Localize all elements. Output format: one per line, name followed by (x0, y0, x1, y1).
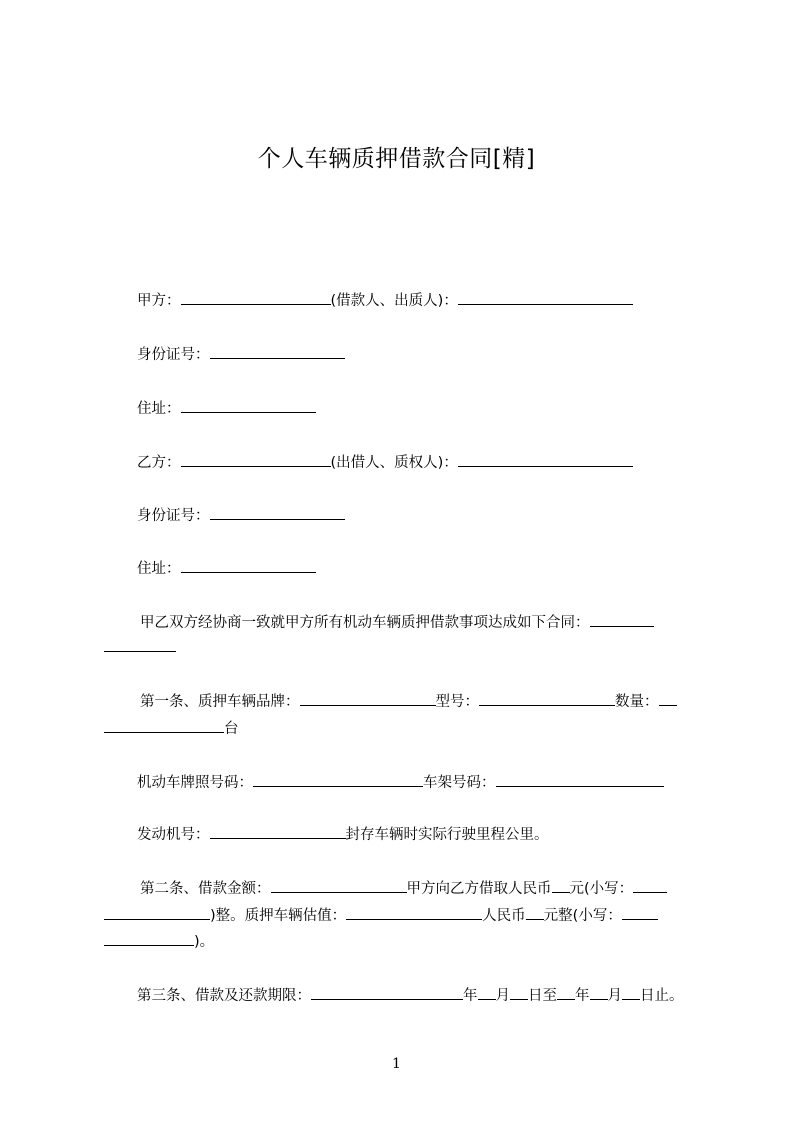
party-a-address-label: 住址： (137, 401, 181, 417)
party-b-address-line (137, 558, 316, 579)
page-number: 1 (392, 1056, 401, 1072)
loan-amount-blank[interactable] (271, 878, 407, 893)
start-year-label: 年 (463, 988, 478, 1004)
article-1-line-cont (104, 718, 239, 739)
small-amount-blank-2[interactable] (104, 905, 210, 920)
party-a-name-blank[interactable] (181, 290, 331, 305)
engine-line (137, 824, 549, 845)
article-2-end: )。 (194, 934, 215, 950)
agreement-text: 甲乙双方经协商一致就甲方所有机动车辆质押借款事项达成如下合同： (140, 615, 590, 631)
rmb-amount-blank[interactable] (552, 878, 570, 893)
party-b-line (137, 452, 633, 473)
end-year-blank[interactable] (557, 985, 575, 1000)
party-b-extra-blank[interactable] (458, 452, 633, 467)
valuation-blank[interactable] (346, 905, 482, 920)
start-month-label: 月 (495, 988, 510, 1004)
model-label: 型号： (435, 694, 479, 710)
engine-blank[interactable] (210, 824, 346, 839)
article-1-label: 第一条、质押车辆品牌： (140, 694, 300, 710)
quantity-blank-1[interactable] (659, 691, 677, 706)
party-a-line (137, 290, 633, 311)
party-a-address-blank[interactable] (181, 398, 316, 413)
party-b-id-blank[interactable] (210, 505, 345, 520)
borrow-text: 甲方向乙方借取人民币 (406, 881, 552, 897)
party-b-address-blank[interactable] (181, 558, 316, 573)
party-b-address-label: 住址： (137, 561, 181, 577)
article-2-line (140, 878, 667, 899)
article-3-label: 第三条、借款及还款期限： (137, 988, 311, 1004)
start-month-blank[interactable] (478, 985, 496, 1000)
party-a-label: 甲方： (137, 293, 181, 309)
yuan-zheng-text: 元整(小写： (543, 908, 622, 924)
document-title: 个人车辆质押借款合同[精] (257, 146, 536, 172)
party-b-label: 乙方： (137, 455, 181, 471)
party-b-name-blank[interactable] (181, 452, 331, 467)
day-end-label: 日止。 (640, 988, 684, 1004)
agreement-line-cont (104, 637, 176, 658)
plate-label: 机动车牌照号码： (137, 775, 253, 791)
end-month-blank[interactable] (590, 985, 608, 1000)
valuation-small-blank-2[interactable] (104, 931, 194, 946)
frame-blank[interactable] (496, 772, 664, 787)
end-day-blank[interactable] (622, 985, 640, 1000)
brand-blank[interactable] (300, 691, 436, 706)
quantity-label: 数量： (615, 694, 659, 710)
party-a-role: (借款人、出质人)： (330, 293, 458, 309)
start-day-blank[interactable] (510, 985, 528, 1000)
engine-label: 发动机号： (137, 827, 210, 843)
article-2-line-3 (104, 931, 214, 952)
unit-label: 台 (224, 721, 239, 737)
frame-label: 车架号码： (423, 775, 496, 791)
mileage-text: 封存车辆时实际行驶里程公里。 (345, 827, 549, 843)
valuation-label: )整。质押车辆估值： (210, 908, 347, 924)
party-b-id-line (137, 505, 345, 526)
quantity-blank-2[interactable] (104, 718, 224, 733)
party-a-id-label: 身份证号： (137, 347, 210, 363)
party-b-id-label: 身份证号： (137, 508, 210, 524)
agreement-blank-1[interactable] (590, 612, 654, 627)
party-a-id-line (137, 344, 345, 365)
term-blank[interactable] (311, 985, 463, 1000)
plate-blank[interactable] (253, 772, 423, 787)
article-2-label: 第二条、借款金额： (140, 881, 271, 897)
party-a-id-blank[interactable] (210, 344, 345, 359)
plate-line (137, 772, 664, 793)
rmb-label: 人民币 (482, 908, 526, 924)
article-3-line (137, 985, 684, 1006)
end-year-label: 年 (575, 988, 590, 1004)
party-a-extra-blank[interactable] (458, 290, 633, 305)
small-amount-blank-1[interactable] (633, 878, 667, 893)
agreement-line (140, 612, 654, 633)
agreement-blank-2[interactable] (104, 637, 176, 652)
day-to-label: 日至 (528, 988, 557, 1004)
party-b-role: (出借人、质权人)： (330, 455, 458, 471)
valuation-small-blank-1[interactable] (622, 905, 658, 920)
article-1-line (140, 691, 677, 712)
end-month-label: 月 (607, 988, 622, 1004)
article-2-line-2 (104, 905, 658, 926)
yuan-small-text: 元(小写： (569, 881, 634, 897)
party-a-address-line (137, 398, 316, 419)
valuation-rmb-blank[interactable] (526, 905, 544, 920)
model-blank[interactable] (479, 691, 615, 706)
